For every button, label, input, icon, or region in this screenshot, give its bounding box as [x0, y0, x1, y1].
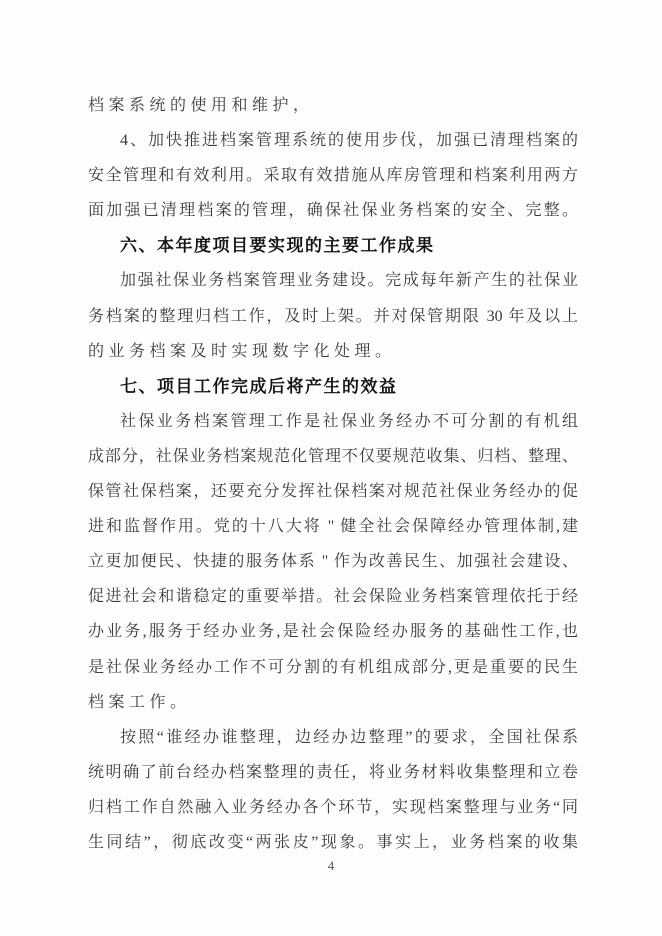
text-line: 档案系统的使用和维护，: [88, 97, 314, 114]
document-content: [88, 88, 578, 860]
text-line: 保管社保档案，还要充分发挥社保档案对规范社保业务经办的促: [88, 483, 578, 501]
text-line: 促进社会和谐稳定的重要举措。社会保险业务档案管理依托于经: [88, 588, 578, 606]
text-line: 进和监督作用。党的十八大将 " 健全社会保障经办管理体制,建: [88, 518, 578, 536]
text-line: 按照“谁经办谁整理，边经办边整理”的要求，全国社保系: [120, 728, 578, 746]
text-line: 社保业务档案管理工作是社保业务经办不可分割的有机组: [120, 412, 578, 430]
page-number: 4: [327, 858, 335, 873]
text-line: 的业务档案及时实现数字化处理。: [88, 342, 396, 360]
text-line: 生同结”，彻底改变“两张皮”现象。事实上，业务档案的收集: [88, 833, 578, 851]
text-line: 归档工作自然融入业务经办各个环节，实现档案整理与业务“同: [88, 798, 578, 816]
text-line: 统明确了前台经办档案整理的责任，将业务材料收集整理和立卷: [88, 763, 578, 781]
text-line: 办业务,服务于经办业务,是社会保险经办服务的基础性工作,也: [88, 623, 578, 641]
text-line: 是社保业务经办工作不可分割的有机组成部分,更是重要的民生: [88, 658, 578, 676]
text-line: 4、加快推进档案管理系统的使用步伐，加强已清理档案的: [120, 132, 578, 150]
section-heading: 七、项目工作完成后将产生的效益: [120, 376, 398, 396]
section-heading: 六、本年度项目要实现的主要工作成果: [120, 236, 435, 256]
text-line: 务档案的整理归档工作，及时上架。并对保管期限 30 年及以上: [88, 307, 578, 325]
text-line: 面加强已清理档案的管理，确保社保业务档案的安全、完整。: [88, 202, 578, 220]
text-line: 安全管理和有效利用。采取有效措施从库房管理和档案利用两方: [88, 167, 578, 185]
text-line: 立更加便民、快捷的服务体系 " 作为改善民生、加强社会建设、: [88, 553, 578, 571]
text-line: 成部分，社保业务档案规范化管理不仅要规范收集、归档、整理、: [88, 447, 578, 465]
text-line: 档案工作。: [88, 693, 191, 711]
text-line: 加强社保业务档案管理业务建设。完成每年新产生的社保业: [120, 272, 578, 290]
